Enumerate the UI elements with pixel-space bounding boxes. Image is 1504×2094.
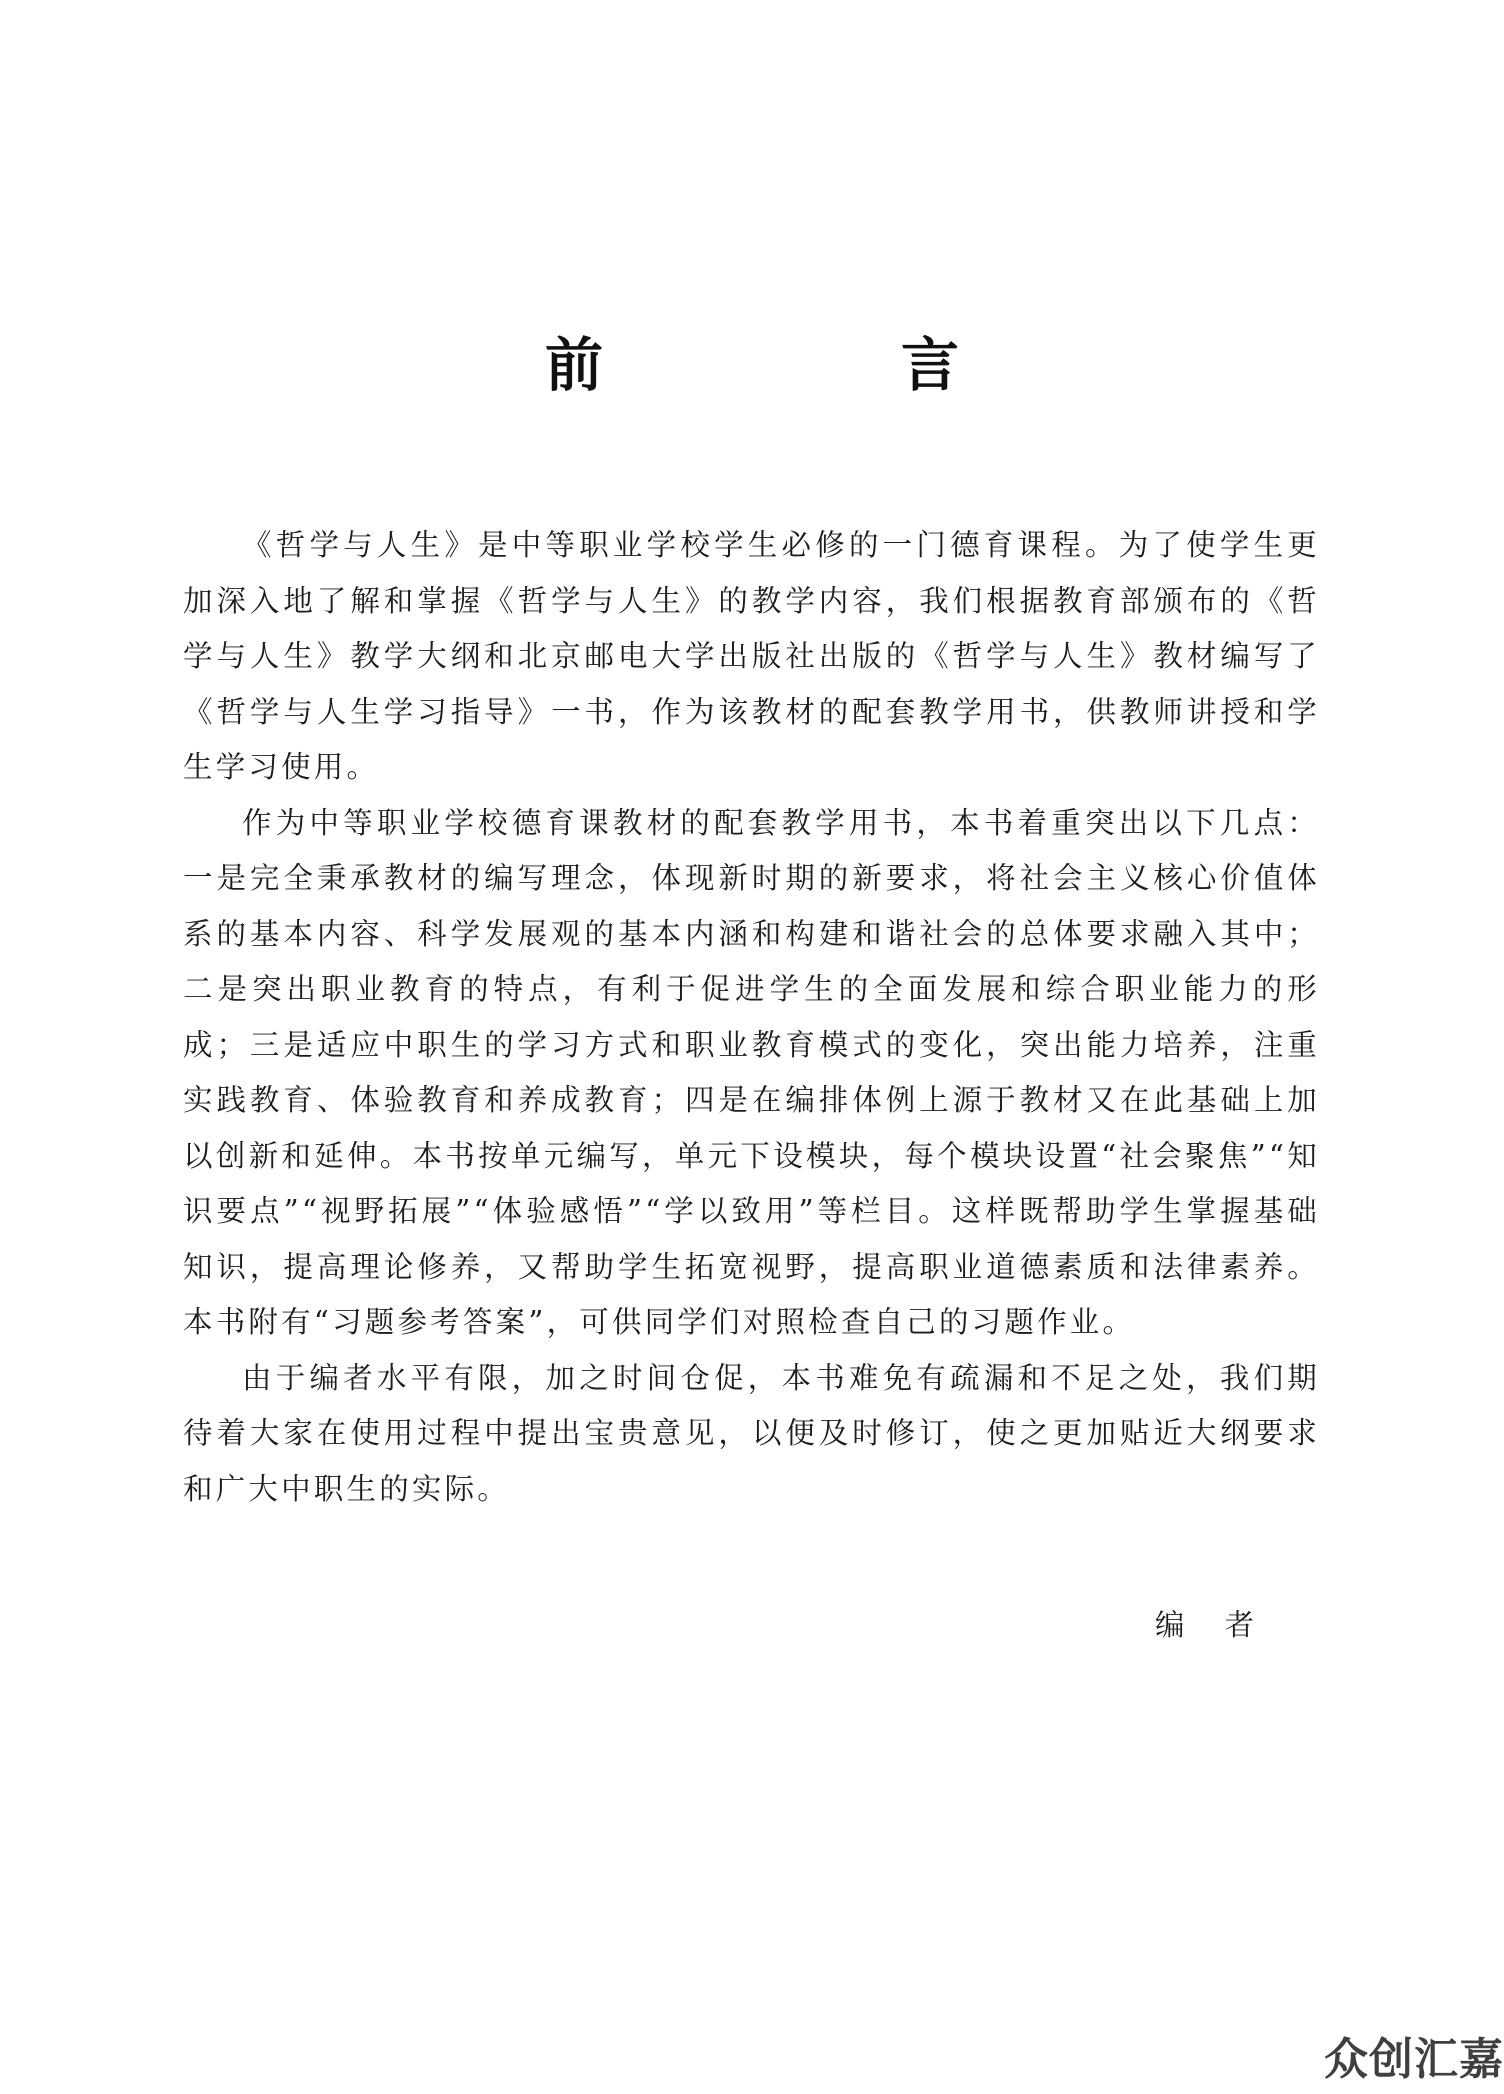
paragraph-1: 《哲学与人生》是中等职业学校学生必修的一门德育课程。为了使学生更加深入地了解和掌握《哲学与人生》的教学内容，我们根据教育部颁布的《哲学与人生》教学大纲和北京邮电大学出版社出版的《哲学与人生》教材编写了《哲学与人生学习指导》一书，作为该教材的配套教学用书，供教师讲授和学生学习使用。 (183, 528, 1320, 784)
editor-signature: 编者 (1155, 1608, 1295, 1642)
page-title: 前 言 (544, 331, 1079, 399)
paragraph-2: 作为中等职业学校德育课教材的配套教学用书，本书着重突出以下几点：一是完全秉承教材的编写理念，体现新时期的新要求，将社会主义核心价值体系的基本内容、科学发展观的基本内涵和构建和谐社会的总体要求融入其中；二是突出职业教育的特点，有利于促进学生的全面发展和综合职业能力的形成；三是适应中职生的学习方式和职业教育模式的变化，突出能力培养，注重实践教育、体验教育和养成教育；四是在编排体例上源于教材又在此基础上加以创新和延伸。本书按单元编写，单元下设模块，每个模块设置“社会聚焦”“知识要点”“视野拓展”“体验感悟”“学以致用”等栏目。这样既帮助学生掌握基础知识，提高理论修养，又帮助学生拓宽视野，提高职业道德素质和法律素养。本书附有“习题参考答案”，可供同学们对照检查自己的习题作业。 (183, 805, 1320, 1339)
preface-body (183, 518, 1320, 1517)
watermark-logo: 众创汇嘉 (1324, 2034, 1504, 2085)
paragraph-3: 由于编者水平有限，加之时间仓促，本书难免有疏漏和不足之处，我们期待着大家在使用过程中提出宝贵意见，以便及时修订，使之更加贴近大纲要求和广大中职生的实际。 (183, 1360, 1320, 1506)
